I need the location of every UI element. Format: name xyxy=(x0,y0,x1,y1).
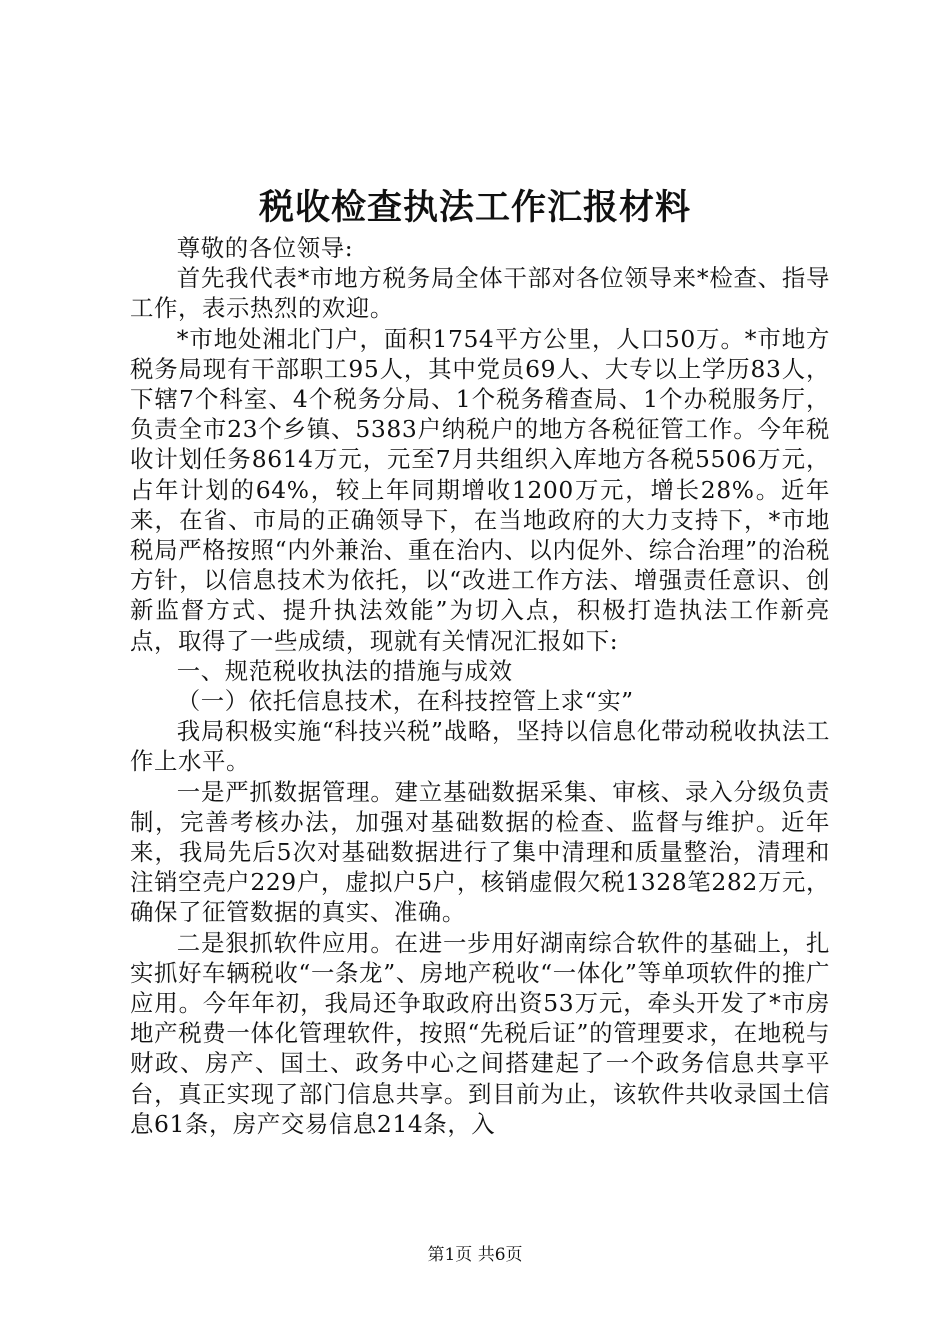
document-title: 税收检查执法工作汇报材料 xyxy=(258,187,691,228)
paragraph-strategy: 我局积极实施“科技兴税”战略，坚持以信息化带动税收执法工作上水平。 xyxy=(130,717,830,776)
subsection-heading-1: （一）依托信息技术，在科技控管上求“实” xyxy=(176,687,634,716)
paragraph-data-management: 一是严抓数据管理。建立基础数据采集、审核、录入分级负责制，完善考核办法，加强对基础数据的检查、监督与维护。近年来，我局先后5次对基础数据进行了集中清理和质量整治，清理和注销空壳户229户，虚拟户5户，核销虚假欠税1328笔282万元，确保了征管数据的真实、准确。 xyxy=(130,777,830,927)
section-heading-1: 一、规范税收执法的措施与成效 xyxy=(176,656,513,685)
paragraph-overview: *市地处湘北门户，面积1754平方公里，人口50万。*市地方税务局现有干部职工95人，其中党员69人、大专以上学历83人，下辖7个科室、4个税务分局、1个税务稽查局、1个办税服务厅，负责全市23个乡镇、5383户纳税户的地方各税征管工作。今年税收计划任务8614万元，元至7月共组织入库地方各税5506万元，占年计划的64%，较上年同期增收1200万元，增长28%。近年来，在省、市局的正确领导下，在当地政府的大力支持下，*市地税局严格按照“内外兼治、重在治内、以内促外、综合治理”的治税方针，以信息技术为依托，以“改进工作方法、增强责任意识、创新监督方式、提升执法效能”为切入点，积极打造执法工作新亮点，取得了一些成绩，现就有关情况汇报如下: xyxy=(130,324,830,655)
paragraph-software-application: 二是狠抓软件应用。在进一步用好湖南综合软件的基础上，扎实抓好车辆税收“一条龙”、房地产税收“一体化”等单项软件的推广应用。今年年初，我局还争取政府出资53万元，牵头开发了*市房地产税费一体化管理软件，按照“先税后证”的管理要求，在地税与财政、房产、国土、政务中心之间搭建起了一个政务信息共享平台，真正实现了部门信息共享。到目前为止，该软件共收录国土信息61条，房产交易信息214条，入 xyxy=(130,928,830,1138)
page-number-footer: 第1页 共6页 xyxy=(427,1245,523,1265)
paragraph-welcome: 首先我代表*市地方税务局全体干部对各位领导来*检查、指导工作，表示热烈的欢迎。 xyxy=(130,264,830,323)
document-body xyxy=(130,233,830,1139)
salutation: 尊敬的各位领导: xyxy=(176,234,354,262)
